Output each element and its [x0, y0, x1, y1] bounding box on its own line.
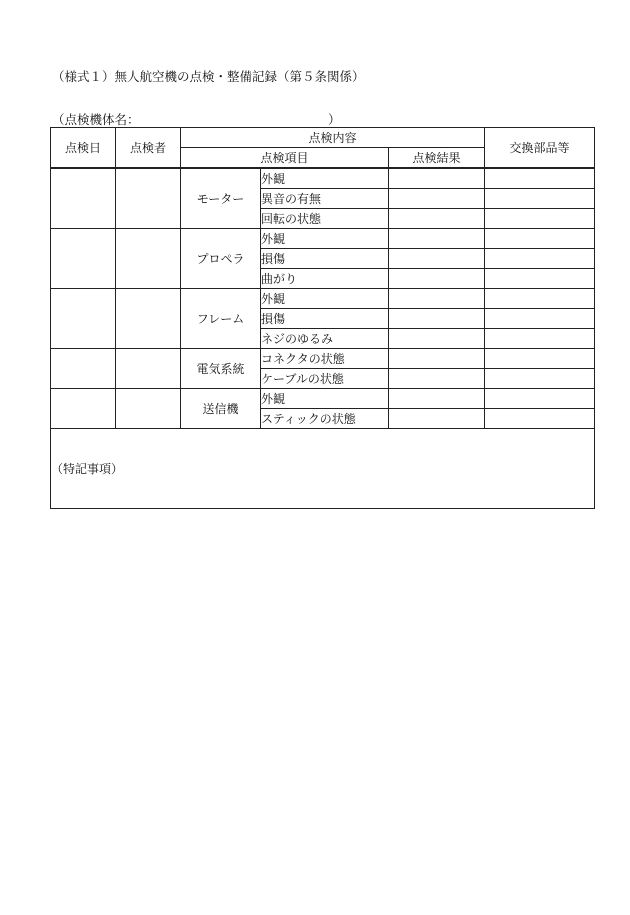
result-cell[interactable]	[389, 289, 485, 309]
table-row	[51, 389, 595, 409]
notes-row	[51, 429, 595, 509]
inspection-record-table	[50, 127, 595, 509]
item-cell: 回転の状態	[261, 209, 389, 229]
table-row	[51, 289, 595, 309]
category-cell: 送信機	[181, 389, 261, 429]
result-cell[interactable]	[389, 309, 485, 329]
result-cell[interactable]	[389, 249, 485, 269]
parts-cell[interactable]	[485, 229, 595, 249]
item-cell: 外観	[261, 229, 389, 249]
parts-cell[interactable]	[485, 189, 595, 209]
parts-cell[interactable]	[485, 249, 595, 269]
date-cell[interactable]	[51, 229, 116, 289]
header-inspection-result: 点検結果	[389, 148, 485, 168]
parts-cell[interactable]	[485, 169, 595, 189]
table-row	[51, 349, 595, 369]
item-cell: 外観	[261, 169, 389, 189]
table-row	[51, 229, 595, 249]
result-cell[interactable]	[389, 189, 485, 209]
parts-cell[interactable]	[485, 269, 595, 289]
parts-cell[interactable]	[485, 369, 595, 389]
table-body	[51, 168, 595, 509]
date-cell[interactable]	[51, 169, 116, 229]
item-cell: 異音の有無	[261, 189, 389, 209]
inspector-cell[interactable]	[116, 229, 181, 289]
parts-cell[interactable]	[485, 209, 595, 229]
date-cell[interactable]	[51, 349, 116, 389]
result-cell[interactable]	[389, 369, 485, 389]
inspector-cell[interactable]	[116, 389, 181, 429]
item-cell: スティックの状態	[261, 409, 389, 429]
result-cell[interactable]	[389, 329, 485, 349]
special-notes-cell[interactable]	[51, 429, 595, 509]
header-inspector: 点検者	[116, 128, 181, 168]
parts-cell[interactable]	[485, 329, 595, 349]
date-cell[interactable]	[51, 389, 116, 429]
special-notes-label: （特記事項）	[51, 461, 124, 476]
item-cell: 外観	[261, 289, 389, 309]
parts-cell[interactable]	[485, 289, 595, 309]
result-cell[interactable]	[389, 269, 485, 289]
header-inspection-item: 点検項目	[181, 148, 389, 168]
parts-cell[interactable]	[485, 389, 595, 409]
item-cell: 曲がり	[261, 269, 389, 289]
item-cell: コネクタの状態	[261, 349, 389, 369]
result-cell[interactable]	[389, 409, 485, 429]
item-cell: ケーブルの状態	[261, 369, 389, 389]
category-cell: 電気系統	[181, 349, 261, 389]
result-cell[interactable]	[389, 169, 485, 189]
result-cell[interactable]	[389, 209, 485, 229]
category-cell: フレーム	[181, 289, 261, 349]
parts-cell[interactable]	[485, 349, 595, 369]
document-title: （様式１）無人航空機の点検・整備記録（第５条関係）	[52, 69, 365, 84]
table-row	[51, 169, 595, 189]
header-inspection-content: 点検内容	[181, 128, 485, 148]
parts-cell[interactable]	[485, 309, 595, 329]
machine-name-close: ）	[328, 112, 341, 127]
category-cell: モーター	[181, 169, 261, 229]
inspector-cell[interactable]	[116, 289, 181, 349]
header-replacement-parts: 交換部品等	[485, 128, 595, 168]
parts-cell[interactable]	[485, 409, 595, 429]
result-cell[interactable]	[389, 229, 485, 249]
category-cell: プロペラ	[181, 229, 261, 289]
item-cell: 損傷	[261, 309, 389, 329]
machine-name-label: （点検機体名：	[52, 112, 140, 127]
date-cell[interactable]	[51, 289, 116, 349]
item-cell: 外観	[261, 389, 389, 409]
machine-name-line	[52, 110, 342, 128]
header-inspection-date: 点検日	[51, 128, 116, 168]
inspector-cell[interactable]	[116, 169, 181, 229]
result-cell[interactable]	[389, 389, 485, 409]
item-cell: ネジのゆるみ	[261, 329, 389, 349]
item-cell: 損傷	[261, 249, 389, 269]
inspector-cell[interactable]	[116, 349, 181, 389]
result-cell[interactable]	[389, 349, 485, 369]
